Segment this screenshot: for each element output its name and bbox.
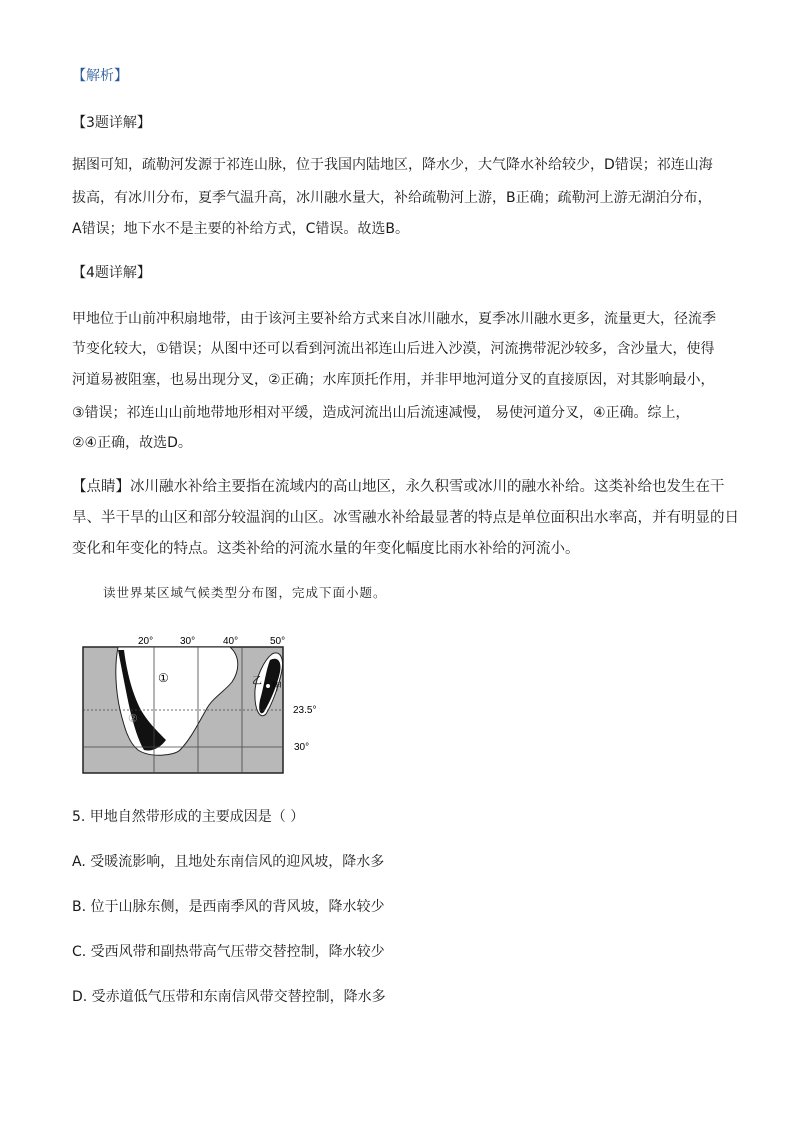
lon-label: 40° — [223, 636, 239, 647]
q4-line: ③错误；祁连山山前地带地形相对平缓，造成河流出山后流速减慢， 易使河道分叉，④正确。综上， — [72, 405, 690, 421]
option-c[interactable]: C. 受西风带和副热带高气压带交替控制，降水较少 — [72, 944, 385, 960]
analysis-heading: 【解析】 — [72, 68, 128, 84]
region-label-2: ② — [128, 713, 138, 725]
lat-label: 30° — [294, 742, 310, 753]
region-label-1: ① — [158, 671, 169, 685]
lon-label: 20° — [138, 636, 154, 647]
lat-label: 23.5° — [293, 705, 317, 716]
figure-caption: 读世界某区域气候类型分布图，完成下面小题。 — [103, 585, 387, 600]
question5-stem: 5. 甲地自然带形成的主要成因是（ ） — [72, 809, 305, 825]
q4-line: ②④正确，故选D。 — [72, 435, 192, 451]
q3-line: A错误；地下水不是主要的补给方式，C错误。故选B。 — [72, 221, 409, 237]
option-a[interactable]: A. 受暖流影响，且地处东南信风的迎风坡，降水多 — [72, 854, 385, 870]
q4-line: 节变化较大，①错误；从图中还可以看到河流出祁连山后进入沙漠，河流携带泥沙较多，含沙量大，使得 — [72, 341, 715, 357]
place-label-yi: 乙 — [252, 676, 262, 687]
q3-line: 拔高，有冰川分布，夏季气温升高，冰川融水量大，补给疏勒河上游，B正确；疏勒河上游无湖泊分布， — [72, 190, 712, 206]
climate-map-svg — [80, 630, 330, 780]
q4-heading: 【4题详解】 — [72, 265, 151, 281]
climate-map — [80, 630, 330, 780]
q3-line: 据图可知，疏勒河发源于祁连山脉，位于我国内陆地区，降水少，大气降水补给较少，D错误；祁连山海 — [72, 157, 713, 173]
tip-line: 变化和年变化的特点。这类补给的河流水量的年变化幅度比雨水补给的河流小。 — [72, 541, 580, 557]
lon-label: 30° — [180, 636, 196, 647]
q4-line: 河道易被阻塞，也易出现分叉，②正确；水库顶托作用，并非甲地河道分叉的直接原因，对其影响最小， — [72, 372, 715, 388]
option-d[interactable]: D. 受赤道低气压带和东南信风带交替控制，降水多 — [72, 989, 386, 1005]
tip-line: 旱、半干旱的山区和部分较温润的山区。冰雪融水补给最显著的特点是单位面积出水率高，并有明显的日 — [72, 510, 739, 526]
option-b[interactable]: B. 位于山脉东侧，是西南季风的背风坡，降水较少 — [72, 899, 385, 915]
q3-heading: 【3题详解】 — [72, 115, 151, 131]
place-label-jia: 甲 — [272, 682, 282, 693]
point-jia-marker — [266, 684, 271, 689]
tip-line: 【点睛】冰川融水补给主要指在流域内的高山地区，永久积雪或冰川的融水补给。这类补给也发生在干 — [72, 479, 725, 495]
q4-line: 甲地位于山前冲积扇地带，由于该河主要补给方式来自冰川融水，夏季冰川融水更多，流量更大，径流季 — [72, 311, 716, 327]
lon-label: 50° — [270, 636, 286, 647]
